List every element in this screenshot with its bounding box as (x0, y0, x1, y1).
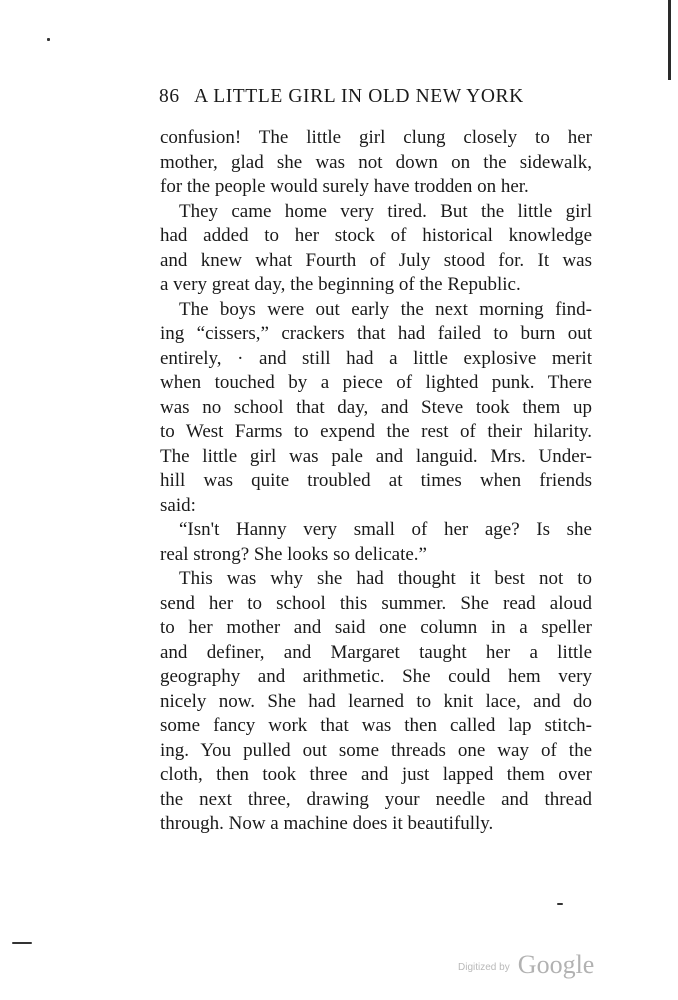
text-line: to West Farms to expend the rest of their hilarity. (160, 421, 592, 442)
text-line: entirely, · and still had a little explosive merit (160, 347, 592, 369)
text-line: and definer, and Margaret taught her a little (160, 641, 592, 663)
running-title: A LITTLE GIRL IN OLD NEW YORK (194, 86, 524, 107)
text-line: nicely now. She had learned to knit lace, and do (160, 690, 592, 712)
speck-top-left (47, 38, 50, 41)
body-text (160, 126, 592, 837)
text-line: said: (160, 494, 196, 516)
text-line: some fancy work that was then called lap stitch- (160, 715, 592, 736)
running-header (159, 86, 589, 108)
text-line: “Isn't Hanny very small of her age? Is she (179, 519, 592, 540)
text-line: cloth, then took three and just lapped them over (160, 764, 592, 785)
text-line: when touched by a piece of lighted punk. There (160, 372, 592, 393)
text-line: real strong? She looks so delicate.” (160, 543, 427, 565)
text-line: hill was quite troubled at times when friends (160, 470, 592, 491)
page-number: 86 (159, 86, 180, 107)
text-line: mother, glad she was not down on the sidewalk, (160, 151, 592, 173)
speck-bottom-left (12, 942, 32, 944)
text-line: had added to her stock of historical knowledge (160, 225, 592, 246)
speck-bottom-right (557, 903, 563, 905)
text-line: and knew what Fourth of July stood for. It was (160, 249, 592, 271)
text-line: for the people would surely have trodden on her. (160, 176, 529, 197)
digitized-watermark (458, 950, 594, 980)
text-line: to her mother and said one column in a speller (160, 617, 592, 638)
text-line: This was why she had thought it best not to (179, 568, 592, 589)
text-line: the next three, drawing your needle and thread (160, 788, 592, 810)
text-line: a very great day, the beginning of the Republic. (160, 274, 521, 295)
text-line: They came home very tired. But the little girl (179, 200, 592, 222)
text-line: send her to school this summer. She read aloud (160, 592, 592, 614)
text-line: The boys were out early the next morning find- (179, 298, 592, 320)
google-logo: Google (517, 950, 595, 979)
watermark-prefix: Digitized by (458, 962, 510, 973)
text-line: ing. You pulled out some threads one way of the (160, 739, 592, 761)
text-line: through. Now a machine does it beautifully. (160, 813, 494, 834)
text-line: ing “cissers,” crackers that had failed to burn out (160, 323, 592, 344)
text-line: confusion! The little girl clung closely to her (160, 127, 592, 148)
page-edge-line (668, 0, 671, 80)
text-line: was no school that day, and Steve took them up (160, 396, 592, 418)
text-line: geography and arithmetic. She could hem very (160, 666, 592, 687)
text-line: The little girl was pale and languid. Mrs. Under- (160, 445, 592, 467)
